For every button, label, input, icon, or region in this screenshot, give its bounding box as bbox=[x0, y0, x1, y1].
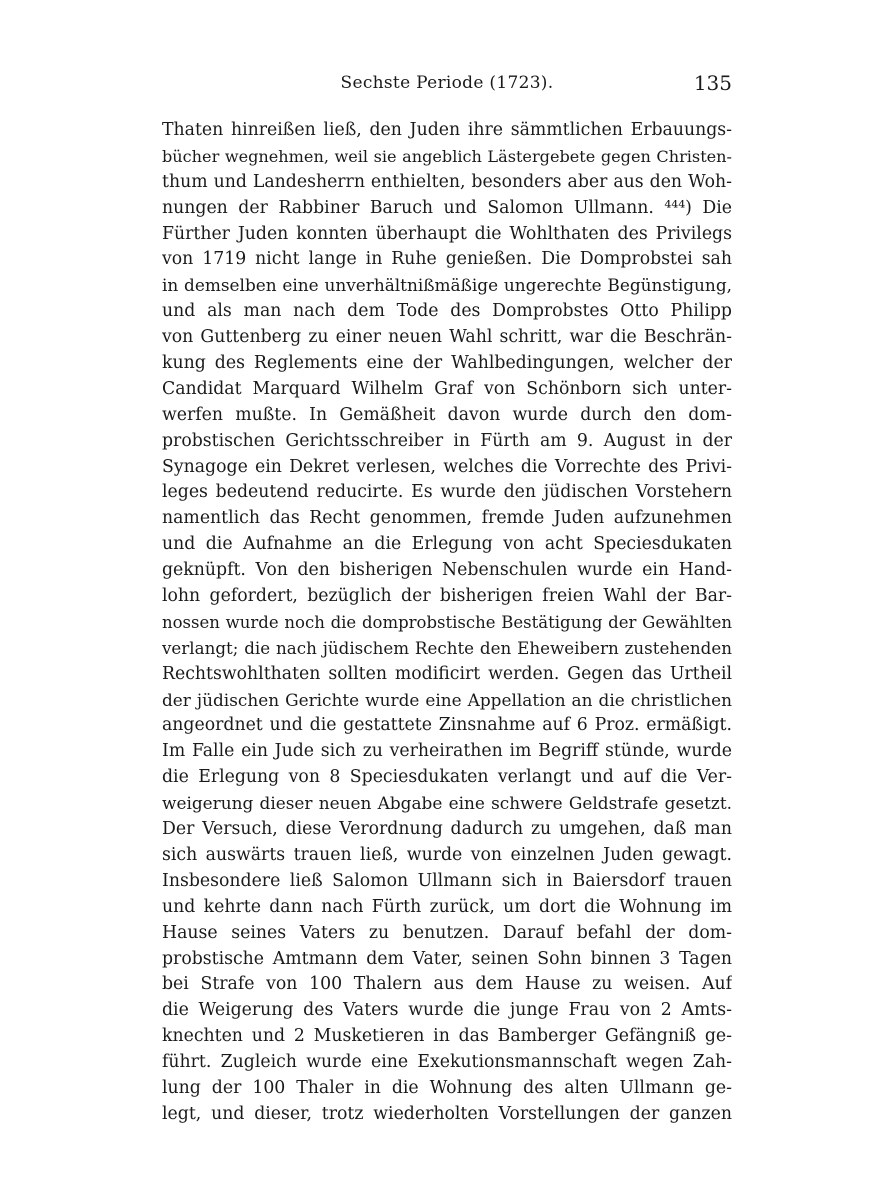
text-line: probstische Amtmann dem Vater, seinen Sohn binnen 3 Tagen bbox=[162, 948, 732, 969]
text-line: von Guttenberg zu einer neuen Wahl schritt, war die Beschrän- bbox=[162, 327, 732, 348]
text-line: bei Strafe von 100 Thalern aus dem Hause zu weisen. Auf bbox=[162, 974, 732, 995]
page-number: 135 bbox=[693, 71, 732, 95]
text-line: Candidat Marquard Wilhelm Graf von Schönborn sich unter- bbox=[162, 378, 732, 399]
text-line: kung des Reglements eine der Wahlbedingungen, welcher der bbox=[162, 353, 732, 374]
text-line: bücher wegnehmen, weil sie angeblich Lästergebete gegen Christen- bbox=[162, 146, 732, 166]
text-line: in demselben eine unverhältnißmäßige ungerechte Begünstigung, bbox=[162, 275, 732, 296]
text-line: Im Falle ein Jude sich zu verheirathen im Begriff stünde, wurde bbox=[162, 741, 732, 762]
text-line: führt. Zugleich wurde eine Exekutionsmannschaft wegen Zah- bbox=[162, 1052, 732, 1073]
text-line: und als man nach dem Tode des Domprobstes Otto Philipp bbox=[162, 301, 732, 322]
text-line: verlangt; die nach jüdischem Rechte den Eheweibern zustehenden bbox=[162, 637, 732, 658]
text-line: nossen wurde noch die domprobstische Bestätigung der Gewählten bbox=[162, 612, 732, 632]
text-line: leges bedeutend reducirte. Es wurde den jüdischen Vorstehern bbox=[162, 482, 732, 503]
text-line: von 1719 nicht lange in Ruhe genießen. Die Domprobstei sah bbox=[162, 249, 732, 270]
text-line: und kehrte dann nach Fürth zurück, um dort die Wohnung im bbox=[162, 896, 732, 917]
text-line: Der Versuch, diese Verordnung dadurch zu umgehen, daß man bbox=[162, 819, 732, 840]
running-title: Sechste Periode (1723). bbox=[340, 73, 554, 93]
text-line: die Erlegung von 8 Speciesdukaten verlangt und auf die Ver- bbox=[162, 767, 732, 788]
text-line: lohn gefordert, bezüglich der bisherigen freien Wahl der Bar- bbox=[162, 586, 732, 607]
text-line: lung der 100 Thaler in die Wohnung des alten Ullmann ge- bbox=[162, 1077, 732, 1098]
text-line: Fürther Juden konnten überhaupt die Wohlthaten des Privilegs bbox=[162, 223, 732, 244]
text-line: Rechtswohlthaten sollten modificirt werden. Gegen das Urtheil bbox=[162, 663, 732, 684]
text-line: namentlich das Recht genommen, fremde Juden aufzunehmen bbox=[162, 508, 732, 529]
text-line: die Weigerung des Vaters wurde die junge Frau von 2 Amts- bbox=[162, 1000, 732, 1021]
text-line: probstischen Gerichtsschreiber in Fürth am 9. August in der bbox=[162, 430, 732, 451]
text-line: thum und Landesherrn enthielten, besonders aber aus den Woh- bbox=[162, 171, 732, 192]
text-line: weigerung dieser neuen Abgabe eine schwere Geldstrafe gesetzt. bbox=[162, 793, 732, 814]
text-line: geknüpft. Von den bisherigen Nebenschulen wurde ein Hand- bbox=[162, 560, 732, 581]
text-line: Hause seines Vaters zu benutzen. Darauf befahl der dom- bbox=[162, 922, 732, 943]
text-line: der jüdischen Gerichte wurde eine Appellation an die christlichen bbox=[162, 689, 732, 710]
text-line: knechten und 2 Musketieren in das Bamberger Gefängniß ge- bbox=[162, 1026, 732, 1047]
text-line: sich auswärts trauen ließ, wurde von einzelnen Juden gewagt. bbox=[162, 844, 732, 865]
text-line: und die Aufnahme an die Erlegung von acht Speciesdukaten bbox=[162, 534, 732, 555]
text-line: Synagoge ein Dekret verlesen, welches die Vorrechte des Privi- bbox=[162, 456, 732, 477]
body-text bbox=[162, 118, 732, 1128]
text-line: Thaten hinreißen ließ, den Juden ihre sämmtlichen Erbauungs- bbox=[162, 120, 732, 140]
text-line: legt, und dieser, trotz wiederholten Vorstellungen der ganzen bbox=[162, 1103, 732, 1124]
running-head bbox=[162, 73, 732, 99]
text-line: nungen der Rabbiner Baruch und Salomon Ullmann. ⁴⁴⁴) Die bbox=[162, 197, 732, 218]
text-line: angeordnet und die gestattete Zinsnahme auf 6 Proz. ermäßigt. bbox=[162, 715, 732, 736]
text-line: werfen mußte. In Gemäßheit davon wurde durch den dom- bbox=[162, 404, 732, 425]
text-line: Insbesondere ließ Salomon Ullmann sich in Baiersdorf trauen bbox=[162, 870, 732, 891]
